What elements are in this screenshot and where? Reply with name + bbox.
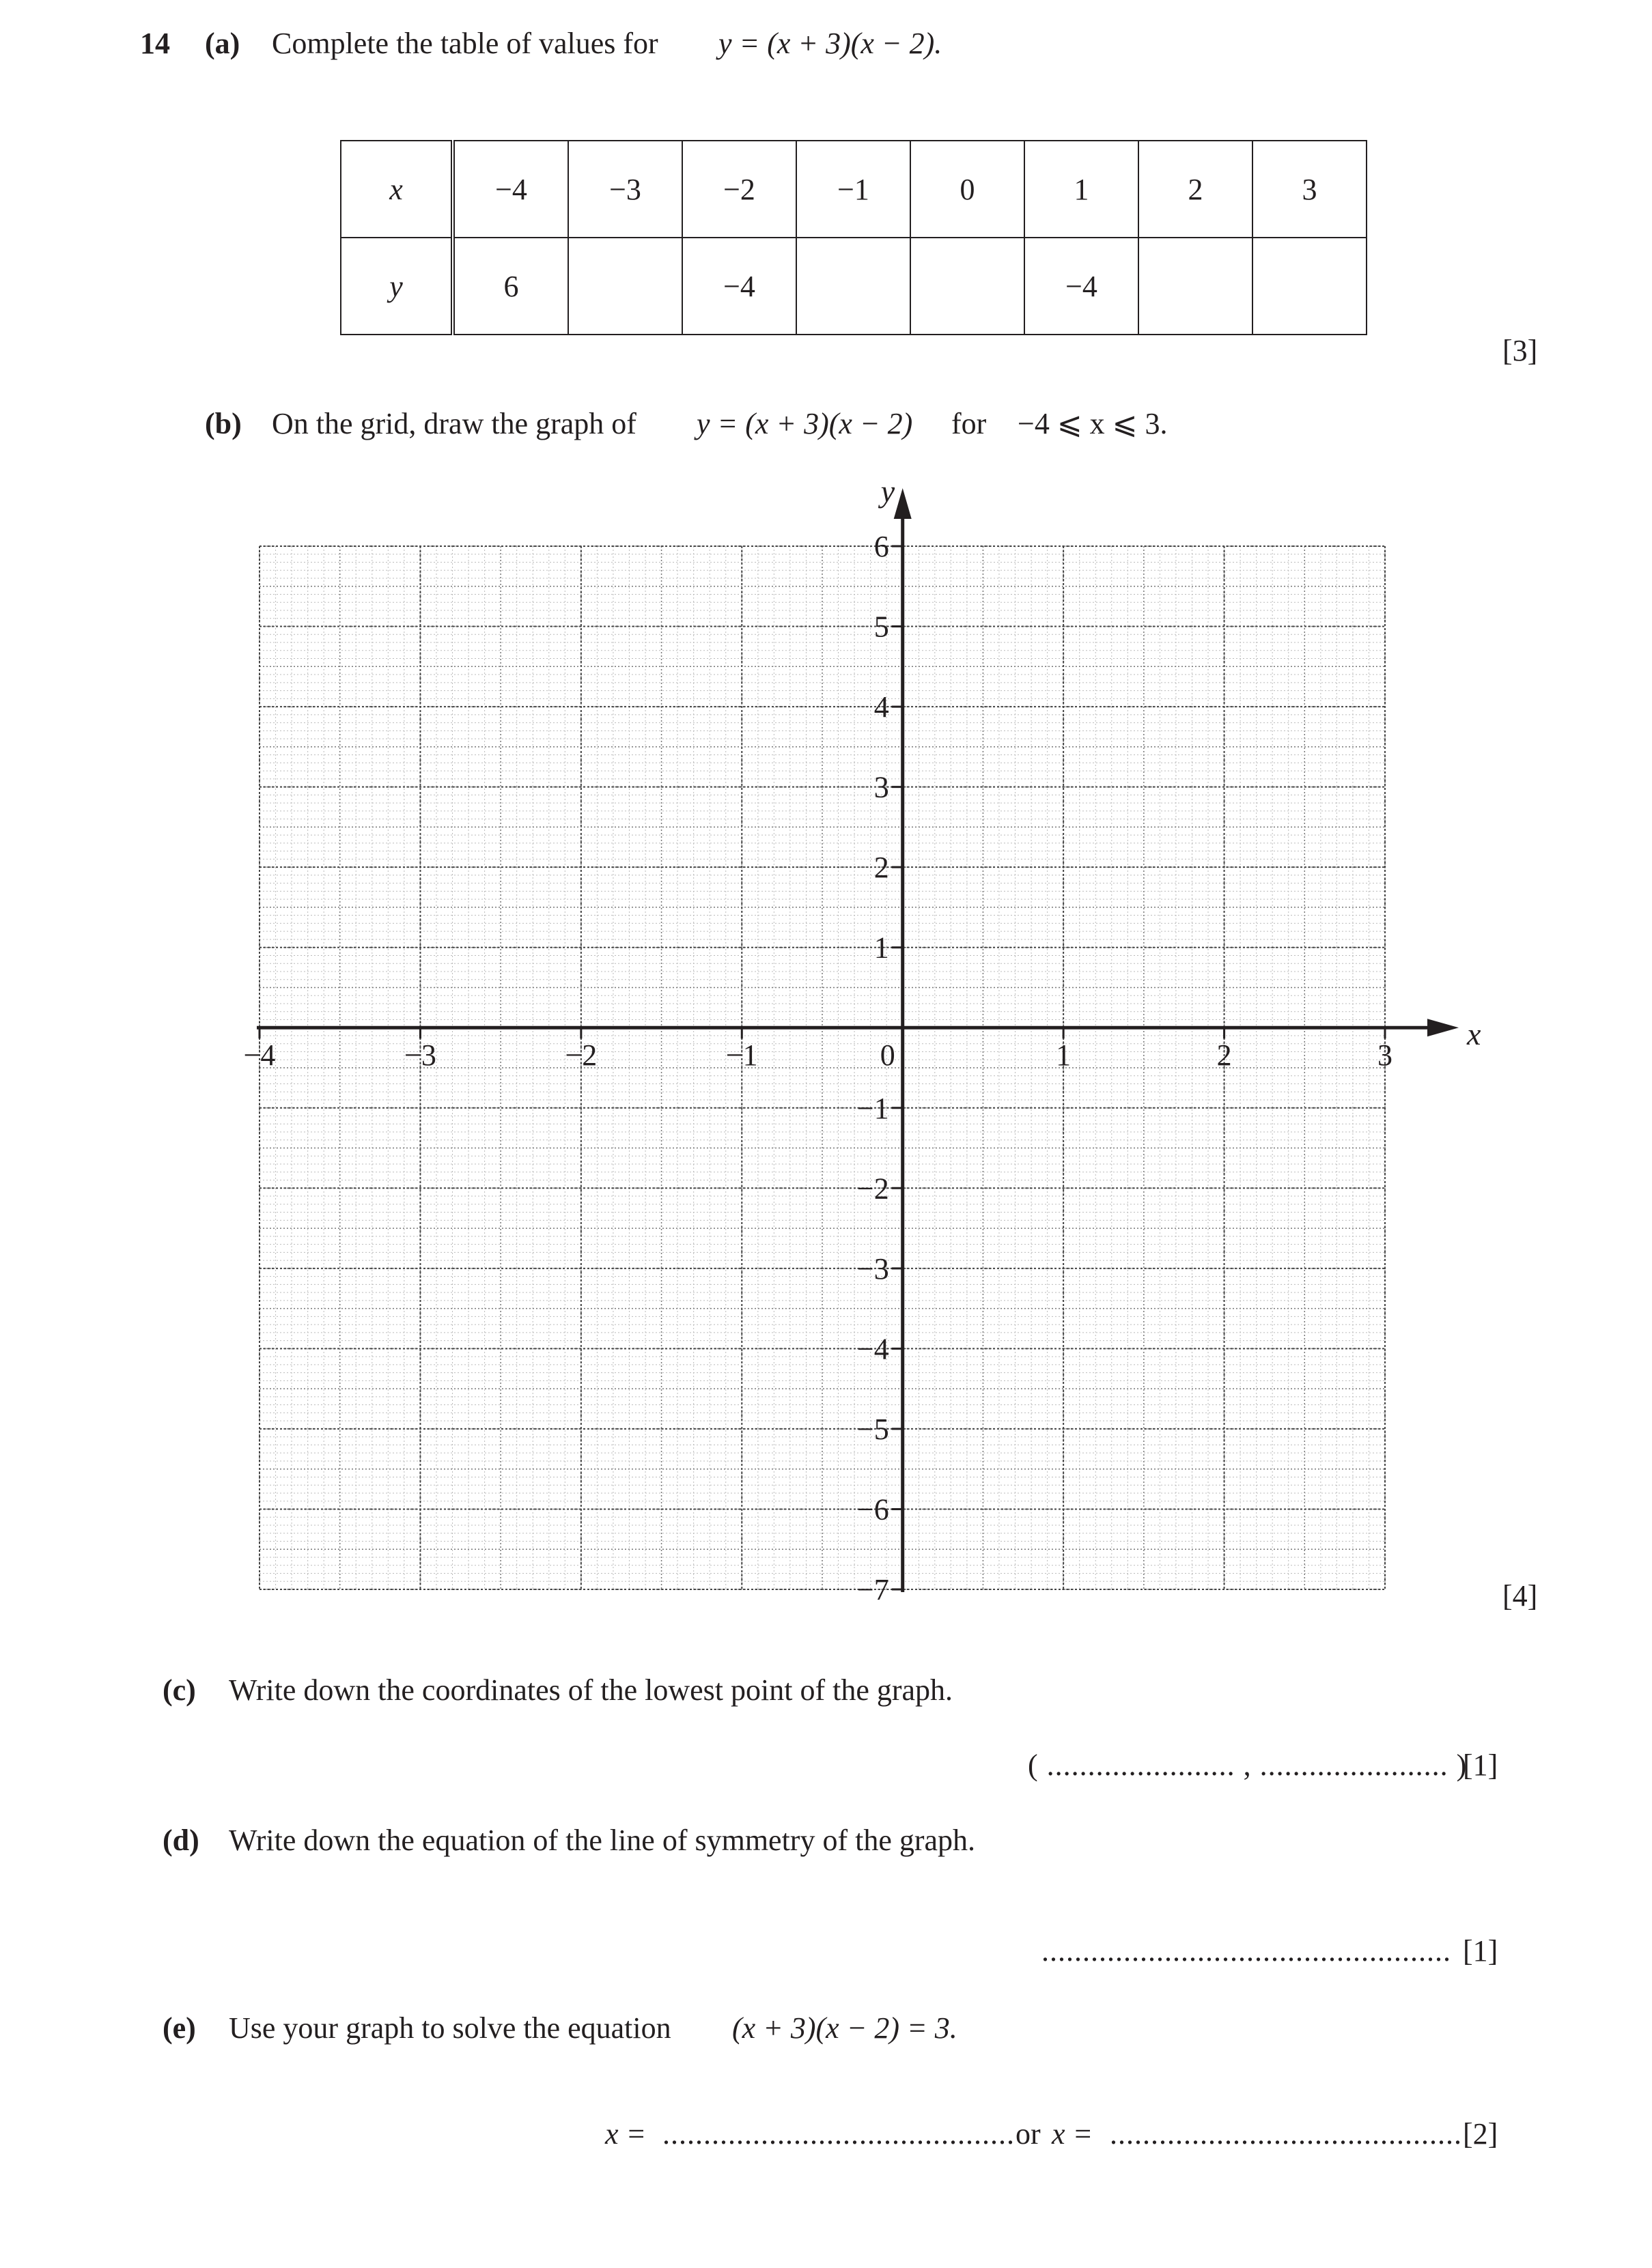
part-e-equation: (x + 3)(x − 2) = 3. (732, 2011, 957, 2045)
table-cell-x: −3 (568, 141, 682, 238)
part-d-answer-line[interactable]: .................................................. (1041, 1934, 1451, 1968)
table-cell-x: −2 (682, 141, 796, 238)
x-axis-arrow-icon (1427, 1019, 1459, 1036)
y-tick-label: 1 (873, 931, 889, 965)
table-cell-y[interactable]: −4 (1024, 238, 1138, 335)
y-tick-label: 6 (873, 530, 889, 563)
part-e-answer-line-2[interactable]: ........................................... (1110, 2117, 1462, 2151)
table-cell-x: 2 (1138, 141, 1252, 238)
part-e-label: (e) (163, 2011, 196, 2045)
y-tick-label: −3 (856, 1251, 889, 1286)
y-tick-label: 2 (873, 851, 889, 885)
x-tick-label: −2 (565, 1038, 598, 1073)
part-b-marks: [4] (1502, 1579, 1538, 1613)
y-axis-label: y (880, 474, 895, 509)
part-c-answer-line[interactable]: ( ....................... , ....................... ) (1028, 1748, 1468, 1782)
x-tick-label: 0 (880, 1038, 895, 1073)
part-d-label: (d) (163, 1824, 199, 1857)
part-e-marks: [2] (1463, 2117, 1498, 2151)
y-tick-label: −1 (856, 1091, 889, 1125)
part-c-text: Write down the coordinates of the lowest point of the graph. (229, 1673, 953, 1707)
table-cell-x: −1 (796, 141, 910, 238)
x-tick-label: −1 (725, 1038, 758, 1073)
part-b-text: On the grid, draw the graph of (272, 407, 636, 440)
y-tick-label: 5 (873, 610, 889, 644)
part-a-text: Complete the table of values for (272, 27, 658, 60)
y-tick-label: −6 (856, 1492, 889, 1527)
y-axis-arrow-icon (894, 488, 912, 519)
x-tick-label: 2 (1216, 1038, 1232, 1073)
part-e-answer-prefix-2: x = (1052, 2117, 1093, 2151)
part-e-text: Use your graph to solve the equation (229, 2011, 671, 2045)
part-c-label: (c) (163, 1673, 196, 1707)
part-b-label: (b) (205, 407, 242, 440)
part-e-answer-line-1[interactable]: ........................................... (662, 2117, 1015, 2151)
table-cell-x: −4 (453, 141, 568, 238)
x-axis-label: x (1467, 1017, 1481, 1052)
table-cell-y[interactable]: −4 (682, 238, 796, 335)
part-e-or: or (1016, 2117, 1041, 2151)
table-header-y: y (341, 238, 453, 335)
table-cell-x: 1 (1024, 141, 1138, 238)
part-b-for: for (951, 407, 987, 440)
y-tick-label: −5 (856, 1412, 889, 1446)
y-tick-label: −2 (856, 1172, 889, 1206)
part-a-equation: y = (x + 3)(x − 2). (718, 27, 942, 60)
table-cell-x: 3 (1252, 141, 1367, 238)
y-tick-label: 4 (873, 690, 889, 724)
y-tick-label: −4 (856, 1332, 889, 1366)
x-tick-label: −4 (243, 1038, 276, 1073)
y-tick-label: 3 (873, 770, 889, 804)
part-d-marks: [1] (1463, 1934, 1498, 1968)
table-cell-x: 0 (910, 141, 1024, 238)
part-c-marks: [1] (1463, 1748, 1498, 1782)
y-tick-label: −7 (856, 1573, 889, 1606)
part-e-answer-prefix: x = (605, 2117, 647, 2151)
table-cell-y[interactable]: 6 (453, 238, 568, 335)
x-tick-label: 1 (1056, 1038, 1072, 1073)
question-number: 14 (140, 27, 170, 60)
part-d-text: Write down the equation of the line of symmetry of the graph. (229, 1824, 976, 1857)
part-a-marks: [3] (1502, 334, 1538, 367)
part-b-equation: y = (x + 3)(x − 2) (697, 407, 913, 440)
x-tick-label: −3 (404, 1038, 436, 1073)
part-b-range: −4 ⩽ x ⩽ 3. (1018, 407, 1168, 440)
table-header-x: x (341, 141, 453, 238)
x-tick-label: 3 (1377, 1038, 1392, 1073)
part-a-label: (a) (205, 27, 240, 60)
